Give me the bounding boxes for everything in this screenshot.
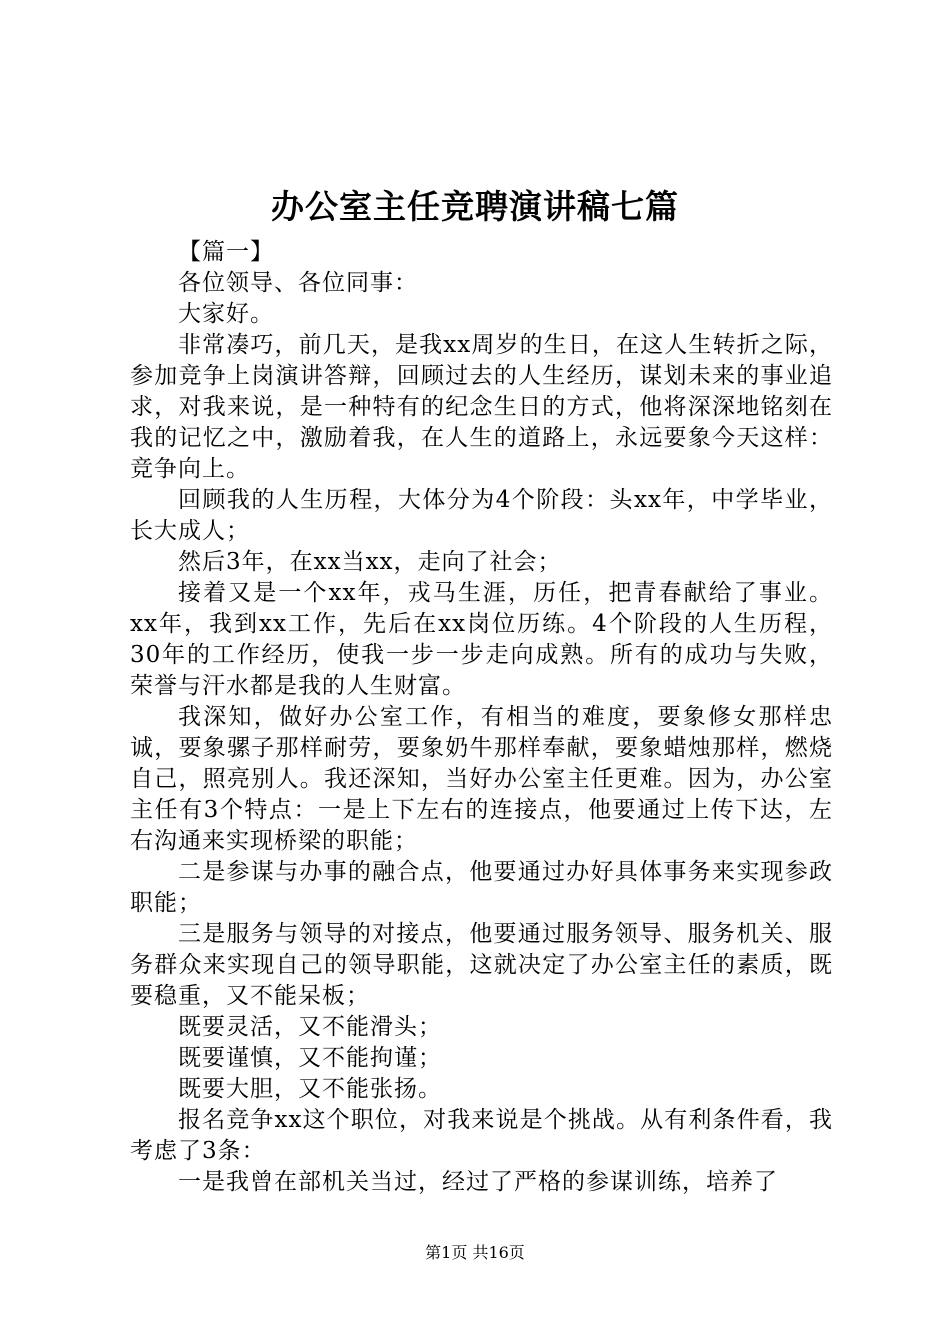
page-number: 第1页 共16页 (425, 1243, 525, 1262)
paragraph: 既要灵活，又不能滑头； (178, 1014, 442, 1040)
document-title: 办公室主任竞聘演讲稿七篇 (271, 187, 679, 226)
paragraph: 【篇一】 (178, 239, 274, 265)
paragraph: 回顾我的人生历程，大体分为4个阶段：头xx年，中学毕业，长大成人； (130, 487, 833, 544)
paragraph: 大家好。 (178, 301, 274, 327)
paragraph: 既要谨慎，又不能拘谨； (178, 1045, 442, 1071)
paragraph: 一是我曾在部机关当过，经过了严格的参谋训练，培养了 (178, 1169, 778, 1195)
paragraph: 既要大胆，又不能张扬。 (178, 1076, 442, 1102)
paragraph: 各位领导、各位同事： (178, 270, 418, 296)
paragraph: 我深知，做好办公室工作，有相当的难度，要象修女那样忠诚，要象骡子那样耐劳，要象奶牛那样奉献，要象蜡烛那样，燃烧自己，照亮别人。我还深知，当好办公室主任更难。因为，办公室主任有3个特点：一是上下左右的连接点，他要通过上传下达，左右沟通来实现桥梁的职能； (130, 704, 833, 854)
paragraph: 接着又是一个xx年，戎马生涯，历任，把青春献给了事业。xx年，我到xx工作，先后在xx岗位历练。4个阶段的人生历程，30年的工作经历，使我一步一步走向成熟。所有的成功与失败，荣誉与汗水都是我的人生财富。 (130, 580, 833, 699)
paragraph: 三是服务与领导的对接点，他要通过服务领导、服务机关、服务群众来实现自己的领导职能，这就决定了办公室主任的素质，既要稳重，又不能呆板； (130, 921, 833, 1009)
paragraph: 然后3年，在xx当xx，走向了社会； (178, 549, 562, 575)
paragraph: 非常凑巧，前几天，是我xx周岁的生日，在这人生转折之际，参加竞争上岗演讲答辩，回顾过去的人生经历，谋划未来的事业追求，对我来说，是一种特有的纪念生日的方式，他将深深地铭刻在我的记忆之中，激励着我，在人生的道路上，永远要象今天这样：竞争向上。 (130, 332, 833, 482)
document-body (130, 237, 833, 1198)
paragraph: 二是参谋与办事的融合点，他要通过办好具体事务来实现参政职能； (130, 859, 833, 916)
paragraph: 报名竞争xx这个职位，对我来说是个挑战。从有利条件看，我考虑了3条： (130, 1107, 833, 1164)
